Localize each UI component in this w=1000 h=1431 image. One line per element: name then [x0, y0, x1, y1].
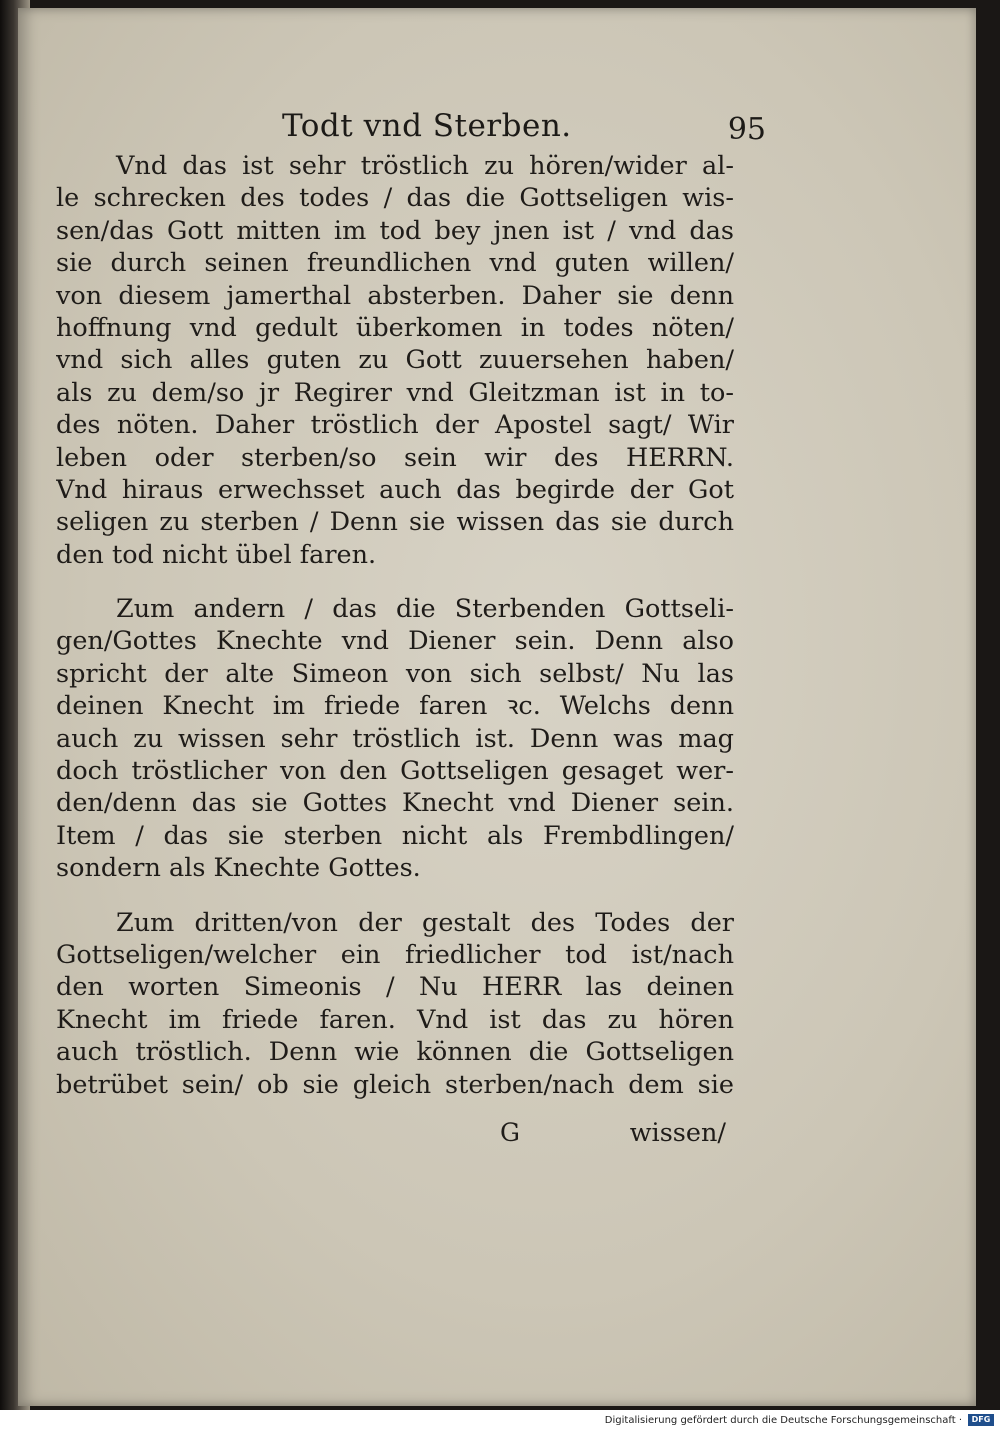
text-line: den tod nicht übel faren.: [56, 539, 377, 570]
text-line: Vnd das ist sehr tröstlich zu hören/wider al-: [116, 151, 734, 181]
catchword: wissen/: [629, 1118, 726, 1148]
text-line: Zum andern / das die Sterbenden Gottseli-: [116, 594, 734, 625]
body-text: [56, 150, 734, 1123]
text-line: den worten Simeonis / Nu HERR las deinen: [56, 972, 734, 1003]
credit-bar: [0, 1410, 1000, 1431]
paragraph-3: [56, 907, 734, 1101]
dfg-logo-icon: DFG: [968, 1414, 994, 1426]
text-line: vnd sich alles guten zu Gott zuuersehen haben/: [56, 345, 734, 376]
page-header: [60, 108, 766, 152]
text-line: auch tröstlich. Denn wie können die Gottseligen: [56, 1037, 734, 1068]
text-line: Vnd hiraus erwechsset auch das begirde der Got: [56, 474, 734, 505]
text-line: als zu dem/so jr Regirer vnd Gleitzman ist in to-: [56, 377, 734, 408]
text-line: doch tröstlicher von den Gottseligen gesaget wer-: [56, 756, 734, 787]
text-line: leben oder sterben/so sein wir des HERRN.: [56, 442, 734, 473]
text-line: deinen Knecht im friede faren ꝛc. Welchs denn: [56, 691, 734, 722]
paragraph-1: [56, 150, 734, 571]
text-line: auch zu wissen sehr tröstlich ist. Denn was mag: [56, 723, 734, 754]
text-line: Item / das sie sterben nicht als Frembdlingen/: [56, 820, 734, 851]
paragraph-2: [56, 593, 734, 885]
text-line: sondern als Knechte Gottes.: [56, 853, 421, 884]
running-title: Todt vnd Sterben.: [282, 108, 572, 144]
signature-mark: G: [500, 1118, 520, 1147]
text-line: des nöten. Daher tröstlich der Apostel sagt/ Wir: [56, 410, 734, 441]
text-line: von diesem jamerthal absterben. Daher sie denn: [56, 280, 734, 311]
text-line: sie durch seinen freundlichen vnd guten willen/: [56, 248, 734, 279]
page-number: 95: [727, 112, 766, 147]
text-line: spricht der alte Simeon von sich selbst/ Nu las: [56, 658, 734, 689]
text-line: Zum dritten/von der gestalt des Todes der: [116, 907, 734, 938]
page-footer: [56, 1118, 734, 1154]
text-line: Gottseligen/welcher ein friedlicher tod ist/nach: [56, 939, 734, 970]
text-line: seligen zu sterben / Denn sie wissen das sie durch: [56, 507, 734, 538]
credit-text: Digitalisierung gefördert durch die Deutsche Forschungsgemeinschaft ·: [604, 1415, 962, 1426]
text-line: den/denn das sie Gottes Knecht vnd Diener sein.: [56, 788, 734, 819]
text-line: le schrecken des todes / das die Gottseligen wis-: [56, 183, 734, 214]
text-line: betrübet sein/ ob sie gleich sterben/nach dem sie: [56, 1069, 734, 1100]
text-line: hoffnung vnd gedult überkomen in todes nöten/: [56, 312, 734, 343]
text-line: gen/Gottes Knechte vnd Diener sein. Denn also: [56, 626, 734, 657]
text-line: Knecht im friede faren. Vnd ist das zu hören: [56, 1004, 734, 1035]
text-line: sen/das Gott mitten im tod bey jnen ist / vnd das: [56, 215, 734, 246]
